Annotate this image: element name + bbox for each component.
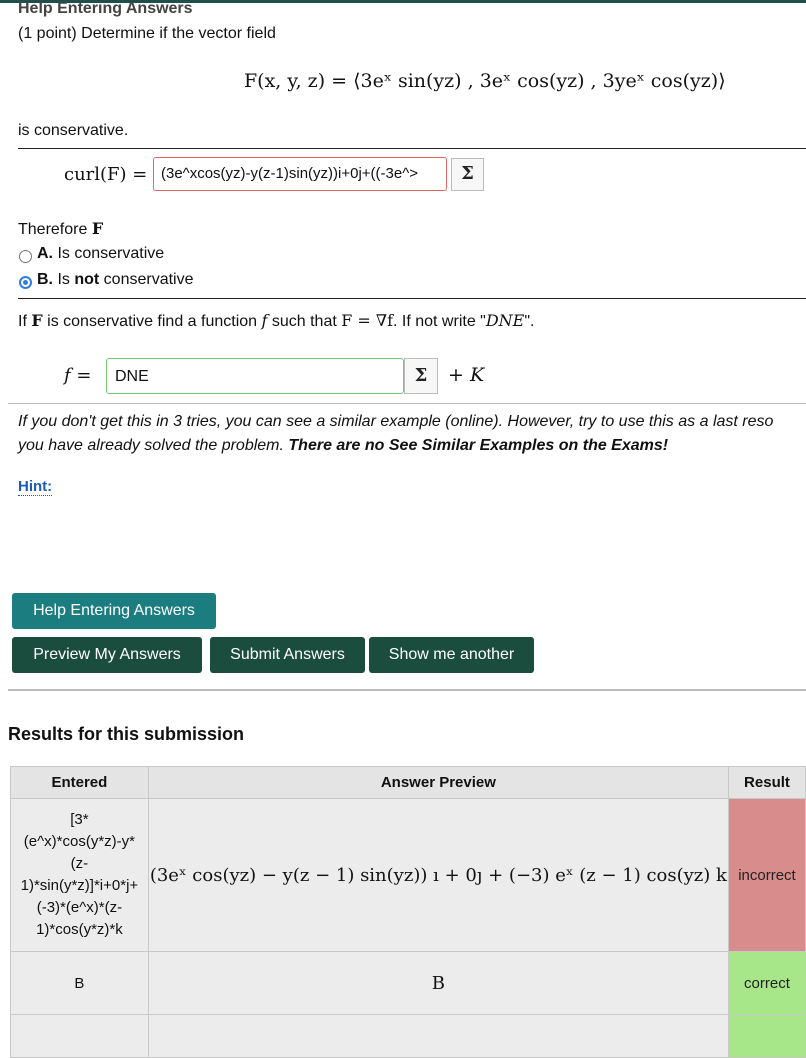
option-b-text-pre: Is: [57, 271, 75, 288]
preview-cell: (3eˣ cos(yz) − y(z − 1) sin(yz)) ı + 0ȷ + (−3) eˣ (z − 1) cos(yz) k: [148, 799, 728, 952]
option-b-text-post: conservative: [99, 271, 194, 288]
radio-option-a[interactable]: [19, 250, 32, 263]
curl-answer-input[interactable]: (3e^xcos(yz)-y(z-1)sin(yz))i+0j+((-3e^>: [153, 157, 447, 191]
preview-cell: [148, 1015, 728, 1058]
preview-cell: B: [148, 952, 728, 1015]
equation-editor-button[interactable]: Σ: [404, 358, 438, 394]
potential-instruction: [18, 311, 534, 331]
option-a-label[interactable]: [37, 245, 164, 263]
entered-line: [3*: [70, 811, 89, 828]
option-b-label[interactable]: [37, 271, 193, 289]
note-line2-bold: There are no See Similar Examples on the Exams!: [288, 437, 669, 454]
table-row: [11, 1015, 806, 1058]
help-entering-answers-button[interactable]: Help Entering Answers: [12, 593, 216, 629]
instr-F: F: [31, 311, 43, 330]
curl-label: curl(F) =: [64, 164, 148, 185]
similar-example-note: If you don't get this in 3 tries, you can see a similar example (online). However, try to use this as a last reso: [18, 413, 774, 430]
results-header-row: [11, 767, 806, 799]
header-result: Result: [728, 767, 805, 799]
divider: [8, 403, 806, 404]
instr-part: such that: [267, 313, 342, 330]
problem-intro: (1 point) Determine if the vector field: [18, 25, 276, 42]
divider: [18, 298, 806, 299]
instr-part: . If not write ": [393, 313, 486, 330]
instr-equation: F = ∇f: [341, 311, 394, 330]
divider: [8, 689, 806, 691]
table-row: [11, 952, 806, 1015]
result-cell-correct: correct: [728, 952, 805, 1015]
results-table: [10, 766, 806, 1058]
therefore-text: Therefore: [18, 221, 88, 238]
entered-cell: [11, 799, 149, 952]
option-a-text: Is conservative: [57, 245, 165, 262]
show-another-button[interactable]: Show me another: [369, 637, 534, 673]
submit-answers-button[interactable]: Submit Answers: [210, 637, 365, 673]
instr-part: If: [18, 313, 32, 330]
results-title: Results for this submission: [8, 724, 245, 744]
entered-cell: [11, 1015, 149, 1058]
instr-dne: DNE: [485, 311, 525, 330]
entered-line: (z-: [70, 855, 89, 872]
plus-k-text: + K: [448, 364, 485, 386]
note-line2-text: you have already solved the problem.: [18, 437, 289, 454]
similar-example-note-2: [18, 437, 668, 455]
entered-line: 1)*sin(y*z)]*i+0*j+: [20, 877, 139, 894]
equation-editor-button[interactable]: Σ: [451, 158, 484, 191]
potential-answer-input[interactable]: DNE: [106, 358, 404, 394]
result-cell-incorrect: incorrect: [728, 799, 805, 952]
option-b-text-bold: not: [74, 271, 100, 288]
option-a-letter: A.: [37, 245, 53, 262]
radio-option-b[interactable]: [19, 276, 32, 289]
result-cell: [728, 1015, 805, 1058]
entered-line: (e^x)*cos(y*z)-y*: [23, 833, 136, 850]
instr-part: ".: [524, 313, 535, 330]
preview-answers-button[interactable]: Preview My Answers: [12, 637, 202, 673]
vector-field-formula: F(x, y, z) = ⟨3eˣ sin(yz) , 3eˣ cos(yz) , 3yeˣ cos(yz)⟩: [244, 70, 726, 92]
divider: [18, 148, 806, 149]
entered-line: 1)*cos(y*z)*k: [36, 921, 123, 938]
table-row: [11, 799, 806, 952]
plus-k: [448, 364, 484, 386]
therefore-var: F: [91, 219, 104, 238]
therefore-label: [18, 219, 103, 239]
hint-link[interactable]: Hint:: [18, 478, 53, 495]
instr-part: is conservative find a function: [42, 313, 262, 330]
f-label-text: f =: [64, 365, 92, 386]
header-preview: Answer Preview: [148, 767, 728, 799]
help-entering-answers-link[interactable]: Help Entering Answers: [18, 0, 193, 17]
header-entered: Entered: [11, 767, 149, 799]
f-label: [64, 365, 91, 386]
instr-f: f: [261, 311, 268, 330]
entered-line: (-3)*(e^x)*(z-: [36, 899, 123, 916]
option-b-letter: B.: [37, 271, 53, 288]
entered-cell: B: [11, 952, 149, 1015]
is-conservative-text: is conservative.: [18, 122, 129, 139]
